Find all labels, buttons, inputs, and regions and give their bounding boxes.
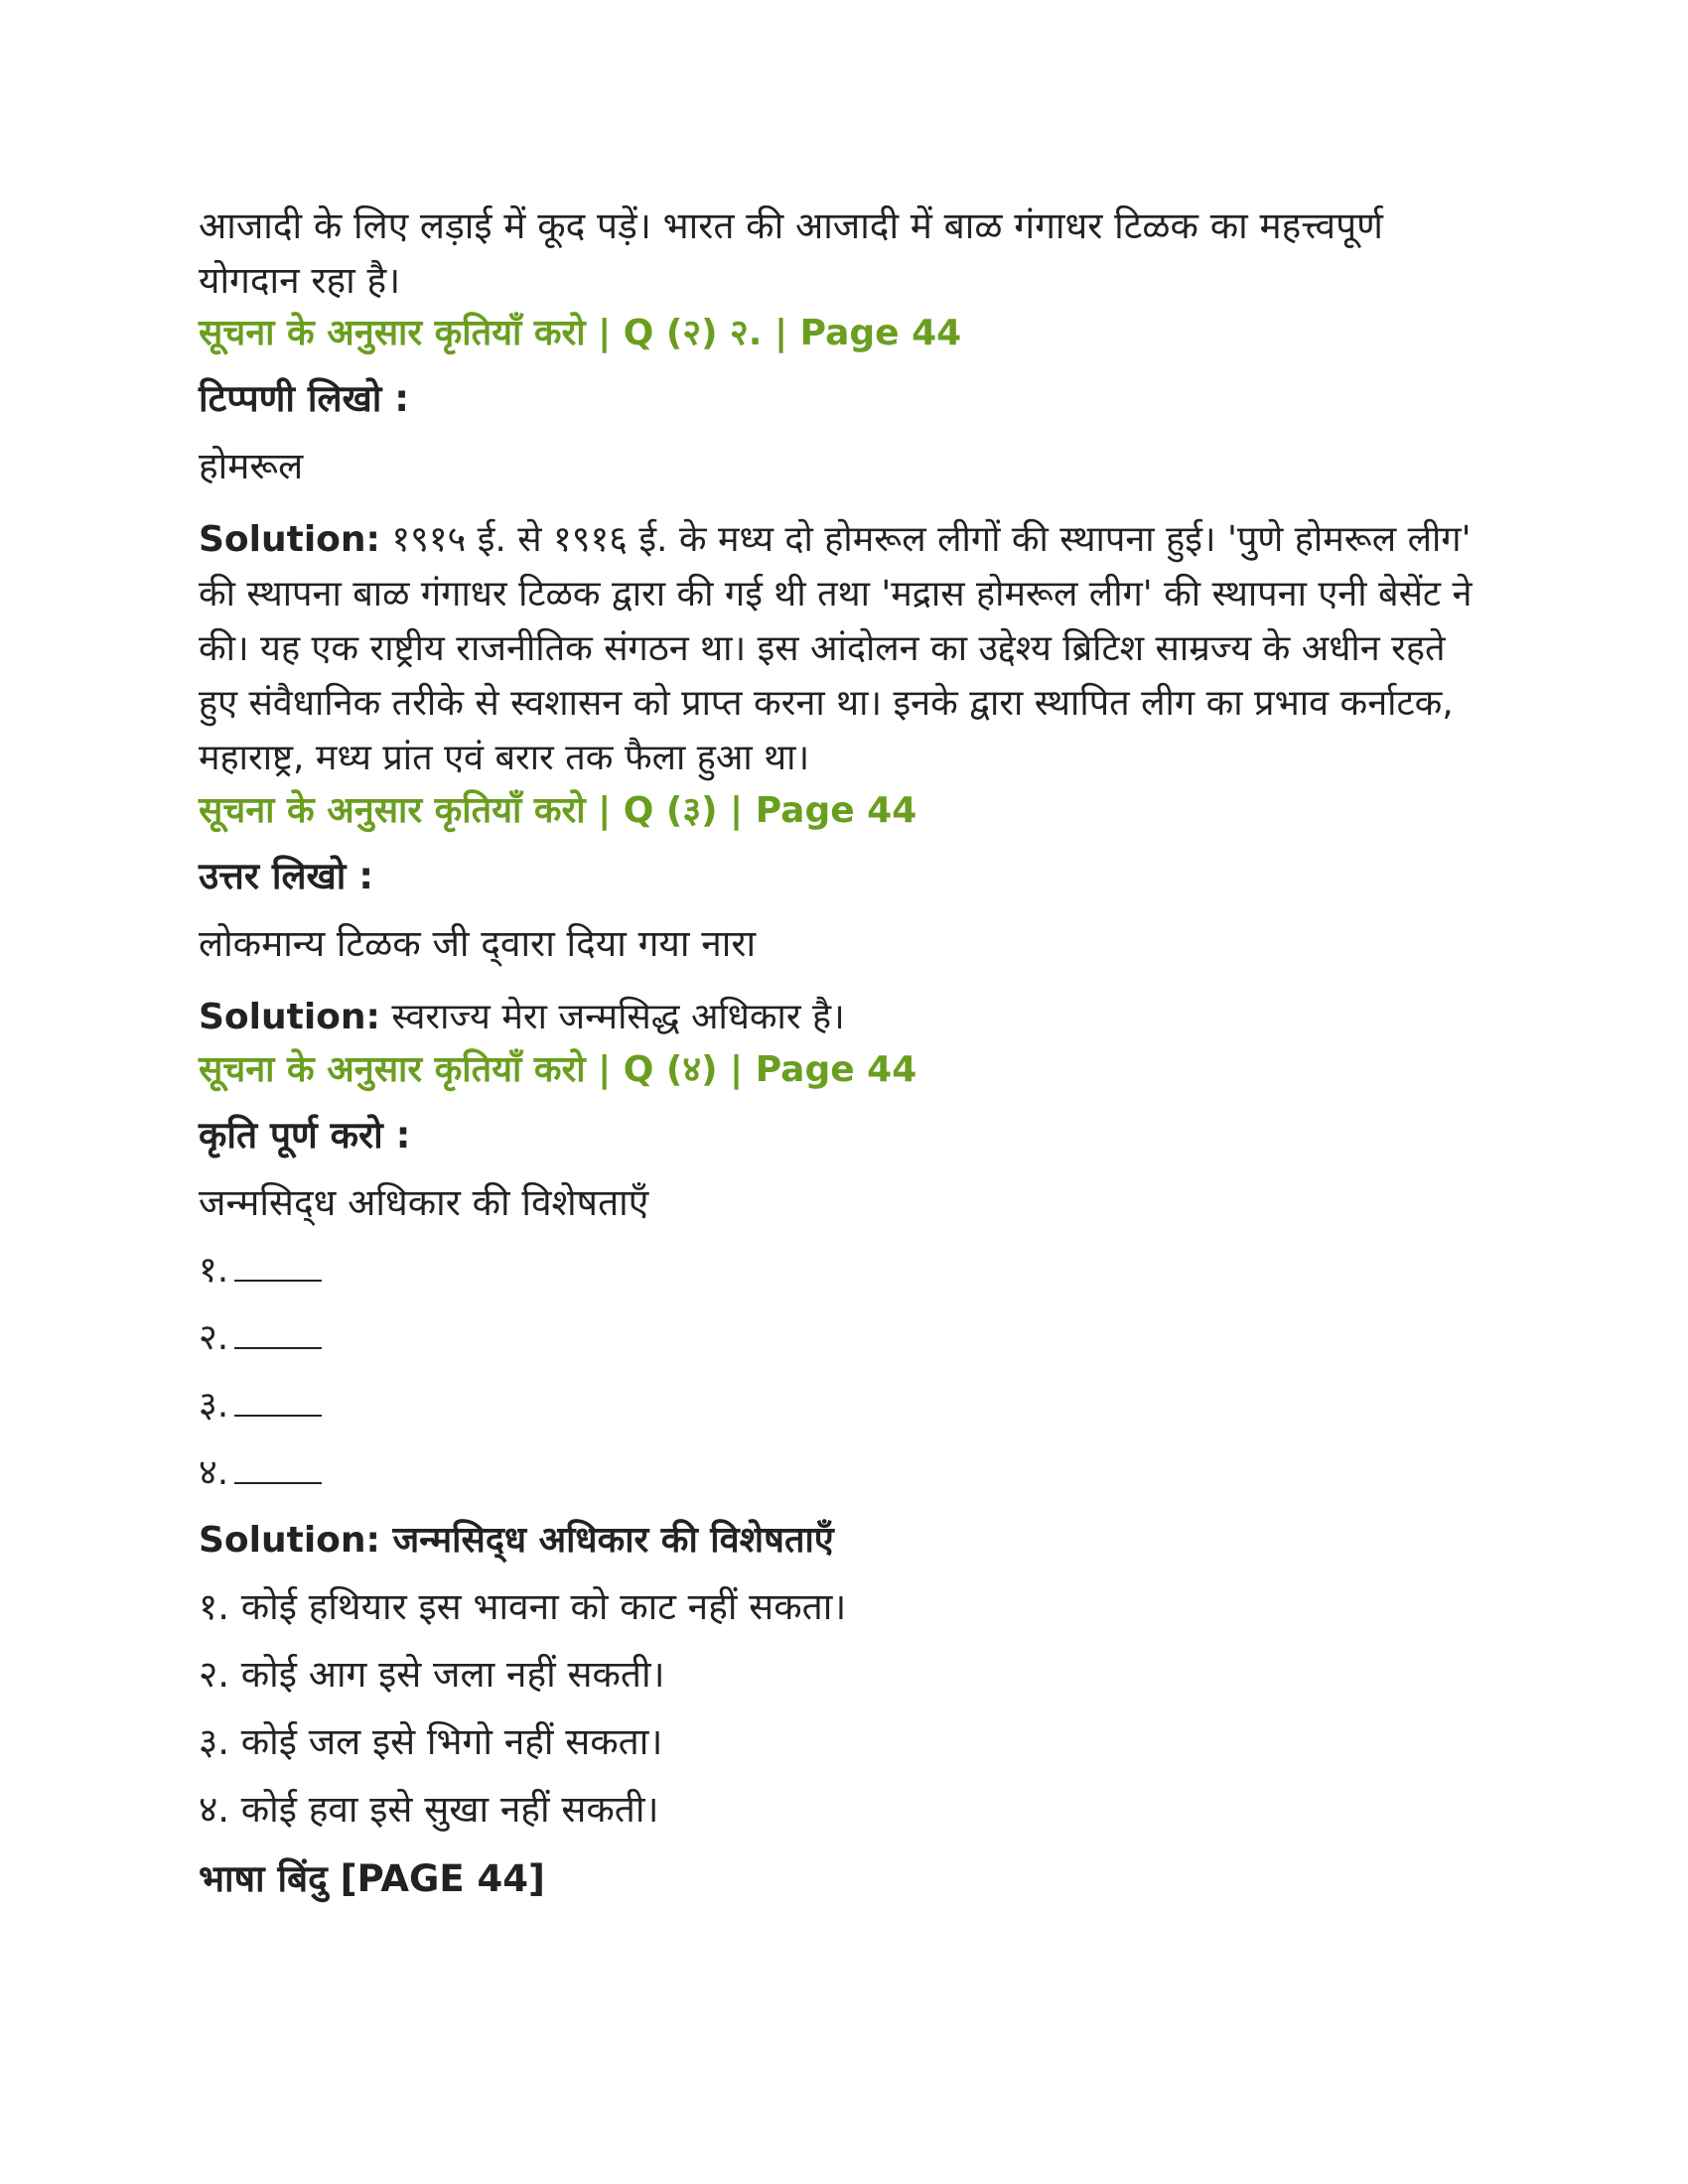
solution-slogan <box>199 990 1489 1044</box>
question-birthright-features: जन्मसिद्‌ध अधिकार की विशेषताएँ <box>199 1181 649 1224</box>
answer-item: २. कोई आग इसे जला नहीं सकती। <box>199 1653 665 1696</box>
instruction-write-note: टिप्पणी लिखो : <box>199 377 410 420</box>
answer-item: १. कोई हथियार इस भावना को काट नहीं सकता। <box>199 1585 847 1628</box>
blank-line <box>234 1317 322 1349</box>
solution-text: १९१५ ई. से १९१६ ई. के मध्य दो होमरूल लीगों की स्थापना हुई। 'पुणे होमरूल लीग' की स्थापना बाळ गंगाधर टिळक द्वारा की गई थी तथा 'मद्रास होमरूल लीग' की स्थापना एनी बेसेंट ने की। यह एक राष्ट्रीय राजनीतिक संगठन था। इस आंदोलन का उद्देश्य ब्रिटिश साम्रज्य के अधीन रहते हुए संवैधानिक तरीके से स्वशासन को प्राप्त करना था। इनके द्वारा स्थापित लीग का प्रभाव कर्नाटक, महाराष्ट्र, मध्य प्रांत एवं बरार तक फैला हुआ था। <box>199 519 1473 778</box>
solution-title: जन्मसिद्‌ध अधिकार की विशेषताएँ <box>379 1520 834 1561</box>
solution-text: स्वराज्य मेरा जन्मसिद्ध अधिकार है। <box>379 997 845 1037</box>
blank-line <box>234 1385 322 1417</box>
answer-item: ४. कोई हवा इसे सुखा नहीं सकती। <box>199 1788 659 1831</box>
blank-line <box>234 1250 322 1282</box>
question-slogan: लोकमान्य टिळक जी द्‌वारा दिया गया नारा <box>199 922 757 965</box>
solution-birthright-title <box>199 1513 1489 1568</box>
answer-item: ३. कोई जल इसे भिगो नहीं सकता। <box>199 1720 663 1763</box>
section-heading-q4: सूचना के अनुसार कृतियाँ करो | Q (४) | Page 44 <box>199 1049 917 1090</box>
solution-label: Solution: <box>199 997 380 1037</box>
intro-paragraph: आजादी के लिए लड़ाई में कूद पड़ें। भारत की आजादी में बाळ गंगाधर टिळक का महत्त्वपूर्ण योगदान रहा है। <box>199 205 1383 302</box>
blank-item: ४. <box>199 1447 1489 1499</box>
section-heading-q3: सूचना के अनुसार कृतियाँ करो | Q (३) | Page 44 <box>199 790 917 831</box>
instruction-write-answer: उत्तर लिखो : <box>199 855 374 897</box>
solution-label: Solution: <box>199 1520 380 1561</box>
solution-homerule <box>199 512 1489 785</box>
blank-line <box>234 1452 322 1484</box>
question-homerule: होमरूल <box>199 445 304 487</box>
blank-item: १. <box>199 1245 1489 1297</box>
section-heading-q2: सूचना के अनुसार कृतियाँ करो | Q (२) २. | Page 44 <box>199 313 962 353</box>
document-page <box>199 199 1489 1905</box>
instruction-complete-activity: कृति पूर्ण करो : <box>199 1114 411 1157</box>
section-heading-language-point: भाषा बिंदु [PAGE 44] <box>199 1857 545 1900</box>
blank-item: २. <box>199 1312 1489 1364</box>
solution-label: Solution: <box>199 519 380 560</box>
blank-item: ३. <box>199 1380 1489 1432</box>
